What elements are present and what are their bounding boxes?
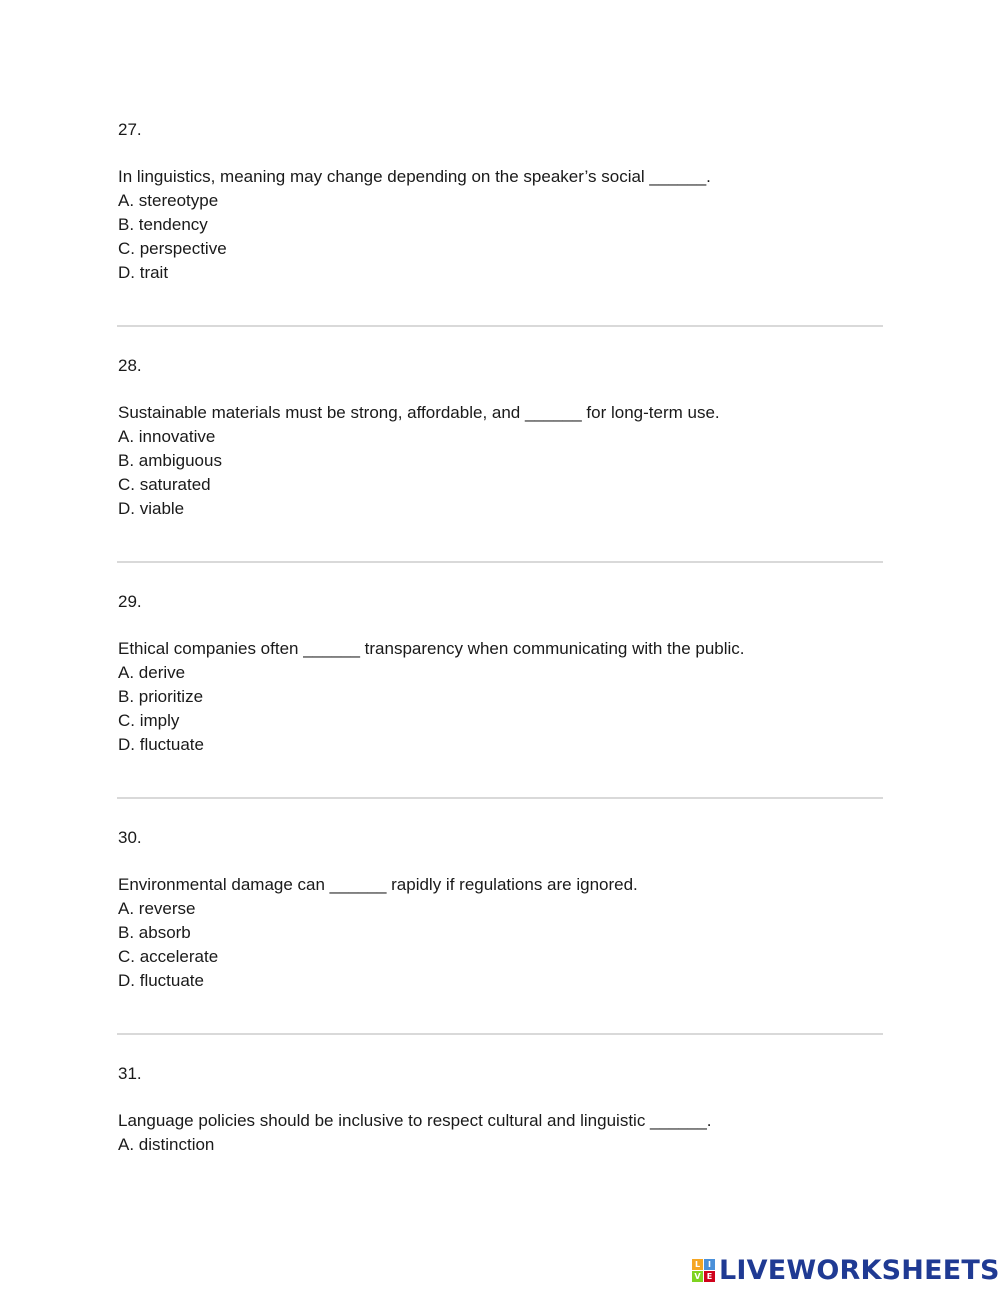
option-a[interactable]: A. stereotype [118,191,219,210]
logo-block: I [704,1259,715,1270]
option-c[interactable]: C. accelerate [118,947,219,966]
question-divider [117,797,883,799]
liveworksheets-logo [692,1255,1000,1285]
option-b[interactable]: B. tendency [118,215,208,234]
question-text: Sustainable materials must be strong, affordable, and ______ for long-term use. [118,403,720,422]
question-number: 31. [118,1064,142,1083]
question-number: 28. [118,356,142,375]
option-c[interactable]: C. imply [118,711,180,730]
option-d[interactable]: D. viable [118,499,185,518]
live-blocks-icon [692,1259,715,1282]
question-number: 27. [118,120,142,139]
question-31 [118,1062,883,1157]
option-a[interactable]: A. distinction [118,1135,215,1154]
question-number: 30. [118,828,142,847]
brand-name: LIVEWORKSHEETS [719,1254,1000,1286]
option-d[interactable]: D. fluctuate [118,971,204,990]
option-c[interactable]: C. perspective [118,239,227,258]
logo-block: L [692,1259,703,1270]
question-divider [117,1033,883,1035]
question-27 [118,118,883,285]
question-text: Environmental damage can ______ rapidly if regulations are ignored. [118,875,638,894]
question-text: Language policies should be inclusive to respect cultural and linguistic ______. [118,1111,712,1130]
question-30 [118,826,883,993]
question-text: Ethical companies often ______ transparency when communicating with the public. [118,639,745,658]
question-number: 29. [118,592,142,611]
question-28 [118,354,883,521]
option-a[interactable]: A. derive [118,663,186,682]
question-text: In linguistics, meaning may change depending on the speaker’s social ______. [118,167,711,186]
option-a[interactable]: A. reverse [118,899,196,918]
logo-block: V [692,1271,703,1282]
option-d[interactable]: D. fluctuate [118,735,204,754]
option-b[interactable]: B. absorb [118,923,191,942]
option-d[interactable]: D. trait [118,263,169,282]
option-b[interactable]: B. ambiguous [118,451,222,470]
option-a[interactable]: A. innovative [118,427,216,446]
option-b[interactable]: B. prioritize [118,687,204,706]
question-divider [117,561,883,563]
option-c[interactable]: C. saturated [118,475,211,494]
question-divider [117,325,883,327]
question-29 [118,590,883,757]
logo-block: E [704,1271,715,1282]
